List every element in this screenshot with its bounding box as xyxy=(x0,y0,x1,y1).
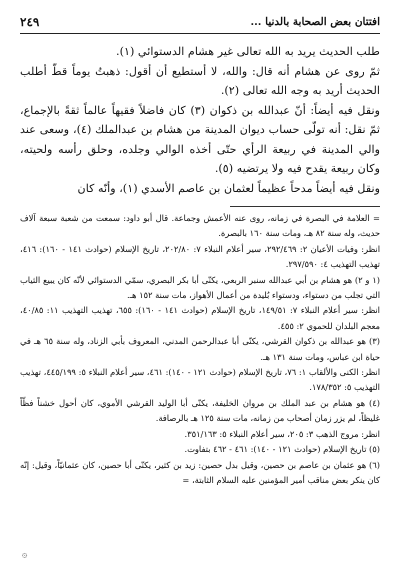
footnote: (١ و ٢) هو هشام بن أبي عبدالله سنبر الربعي، يكنّى أبا بكر البصري، سمّي الدستوائي لأنّه كان يبيع الثياب التي تجلب من دستواء، ودستواء بُليدة من أعمال الأهواز، مات سنة ١٥٢ هـ. xyxy=(20,274,380,301)
footnote: انظر: وفيات الأعيان ٢: ٢٩٢/٤٦٩، سير أعلام النبلاء ٧: ٢٠٢/٨٠، تاريخ الإسلام (حوادث ١٤١ - ١٦٠): ٤١٦، تهذيب التهذيب ٤: ٢٩٧/٥٩٠. xyxy=(20,243,381,270)
footnotes xyxy=(20,211,380,488)
running-header xyxy=(20,14,380,34)
footnote: انظر: الكنى والألقاب ١: ٧٦، تاريخ الإسلام (حوادث ١٢١ - ١٤٠): ٤٦١، سير أعلام النبلاء ٥: ٤٤٥/١٩٩، تهذيب التهذيب ٥: ١٧٨/٣٥٢. xyxy=(20,367,381,393)
paragraph: طلب الحديث يريد به الله تعالى غير هشام الدستوائي (١). xyxy=(116,45,380,58)
footnote: (٥) تاريخ الإسلام (حوادث ١٢١ - ١٤٠): ٤٦١ - ٤٦٢ بتفاوت. xyxy=(184,444,380,455)
footnote: = العلامة في البصرة في زمانه، روى عنه الأعمش وجماعة. قال أبو داود: سمعت من شعبة سبعة آلاف حديث، وله سنة ٨٢ هـ، ومات سنة ١٦٠ بالبصرة. xyxy=(20,213,380,239)
footnote: انظر: سير أعلام النبلاء ٧: ١٤٩/٥١، تاريخ الإسلام (حوادث ١٤١ - ١٦٠): ٦٥٥، تهذيب التهذيب ١١: ٤٠/٨٥، معجم البلدان للحموي ٢: ٤٥٥. xyxy=(20,305,380,331)
footnote-separator xyxy=(230,206,380,207)
main-text xyxy=(20,42,380,198)
footnote: انظر: مروج الذهب ٣: ٢٠٥، سير أعلام النبلاء ٥: ٣٥١/١٦٣. xyxy=(184,428,380,439)
ornament-icon: ۞ xyxy=(22,550,28,560)
footnote: (٣) هو عبدالله بن ذكوان القرشي، يكنّى أبا عبدالرحمن المدني، المعروف بأبي الزناد، وله سنة ٦٥ هـ في حياة ابن عباس، ومات سنة ١٣١ هـ. xyxy=(20,336,380,362)
paragraph: ونقل فيه أيضاً مدحاً عظيماً لعثمان بن عاصم الأسدي (١)، وأنّه كان xyxy=(77,181,380,195)
footnote: (٤) هو هشام بن عبد الملك بن مروان الخليفة، يكنّى أبا الوليد القرشي الأموي، كان أحول خشناً فظّاً غليظاً، لم يزر زمان أصحاب من زمانه، مات سنة ١٢٥ هـ بالرصافة. xyxy=(20,397,380,424)
footnote: (٦) هو عثمان بن عاصم بن حصين، وقيل بدل حصين: زيد بن كثير، يكنّى أبا حصين، كان عثمانيّاً، وقيل: إنّه كان ينكر بعض مناقب أمير المؤمنين عليه السلام الثابتة، = xyxy=(20,459,380,485)
paragraph: ونقل فيه أيضاً: أنّ عبدالله بن ذكوان (٣) كان فاضلاً فقيهاً عالماً ثقةً بالإجماع، ثمّ نقل: أنه تولّى حساب ديوان المدينة من هشام بن عبدالملك (٤)، وسعى عند والي المدينة في ربيعة الرأي حتّى أخذه الوالي وجلده، وحلق رأسه ولحيته، وكان ربيعة يقدح فيه ولا يرتضيه (٥). xyxy=(20,103,381,175)
page-number: ٢٤٩ xyxy=(20,15,40,29)
running-title: افتتان بعض الصحابة بالدنيا ... xyxy=(250,16,380,28)
paragraph: ثمّ روى عن هشام أنه قال: والله، لا أستطيع أن أقول: ذهبتُ يوماً قطّ أطلب الحديث أريد به وجه الله تعالى (٢). xyxy=(20,64,380,97)
